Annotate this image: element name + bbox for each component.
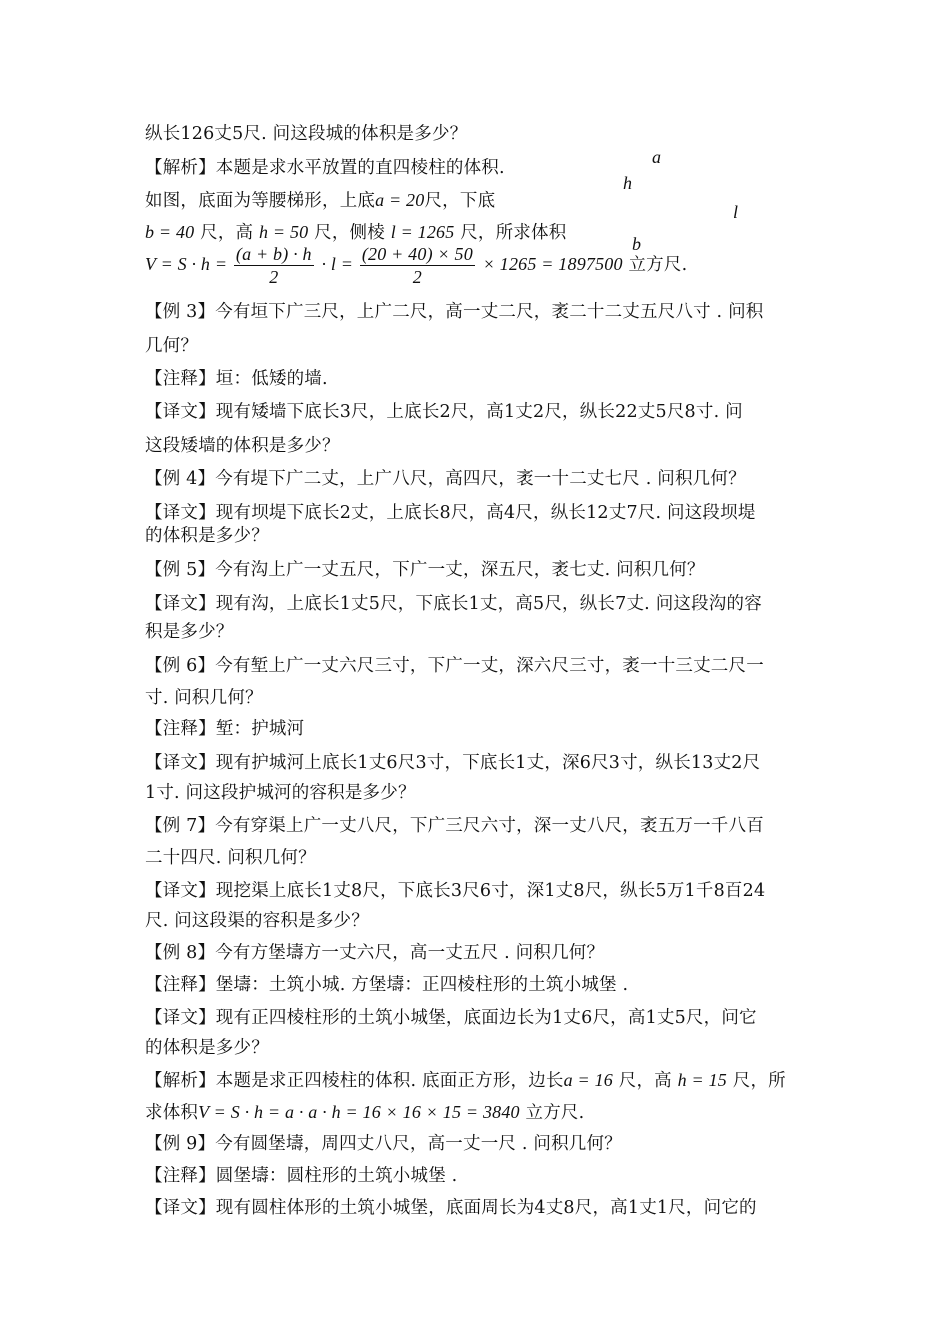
- text-line: 【例 4】今有堤下广二丈，上广八尺，高四尺，袤一十二丈七尺 . 问积几何？: [145, 469, 746, 489]
- figure-label-b: b: [632, 234, 641, 254]
- fraction: $\frac{(a + b) \cdot h}{2}$: [235, 244, 312, 287]
- text-line: 【例 8】今有方堡壔方一丈六尺，高一丈五尺 . 问积几何？: [145, 943, 605, 963]
- text-line: 【注释】圆堡壔：圆柱形的土筑小城堡 .: [145, 1166, 458, 1186]
- figure-label-a: a: [652, 147, 661, 167]
- text-line: 【译文】现有坝堤下底长2丈，上底长8尺，高4尺，纵长12丈7尺. 问这段坝堤: [145, 503, 756, 523]
- text-line: 【注释】堑：护城河: [145, 719, 305, 739]
- text-line: 【译文】现挖渠上底长1丈8尺，下底长3尺6寸，深1丈8尺，纵长5万1千8百24: [145, 881, 766, 901]
- text-line: 几何？: [145, 336, 199, 356]
- text-line: 寸. 问积几何？: [145, 688, 263, 708]
- text-line: 纵长126丈5尺. 问这段城的体积是多少？: [145, 124, 468, 144]
- text-line: 这段矮墙的体积是多少？: [145, 436, 340, 456]
- text-line: b = 40 尺，高 h = 50 尺，侧棱 l = 1265 尺，所求体积: [145, 222, 567, 243]
- figure-label-h: h: [623, 173, 632, 193]
- text-line: 【例 3】今有垣下广三尺，上广二尺，高一丈二尺，袤二十二丈五尺八寸 . 问积: [145, 302, 764, 322]
- fraction: $\frac{(20 + 40) \times 50}{2}$: [361, 244, 473, 287]
- text-line: 【译文】现有沟，上底长1丈5尺，下底长1丈，高5尺，纵长7丈. 问这段沟的容: [145, 594, 762, 614]
- text-line: 1寸. 问这段护城河的容积是多少？: [145, 783, 416, 803]
- text-line: 二十四尺. 问积几何？: [145, 848, 316, 868]
- text-line: 尺. 问这段渠的容积是多少？: [145, 911, 369, 931]
- text-line: 【译文】现有圆柱体形的土筑小城堡，底面周长为4丈8尺，高1丈1尺，问它的: [145, 1198, 757, 1218]
- text-line: 【例 6】今有堑上广一丈六尺三寸，下广一丈，深六尺三寸，袤一十三丈二尺一: [145, 656, 764, 676]
- text-line: 积是多少？: [145, 622, 234, 642]
- text-line: 的体积是多少？: [145, 526, 269, 546]
- text-line: 【译文】现有正四棱柱形的土筑小城堡，底面边长为1丈6尺，高1丈5尺，问它: [145, 1008, 757, 1028]
- text-line: 【例 5】今有沟上广一丈五尺，下广一丈，深五尺，袤七丈. 问积几何？: [145, 560, 705, 580]
- text-line: 【例 9】今有圆堡壔，周四丈八尺，高一丈一尺 . 问积几何？: [145, 1134, 622, 1154]
- text-line: 【解析】本题是求水平放置的直四棱柱的体积.: [145, 158, 505, 178]
- text-line: 【注释】垣：低矮的墙.: [145, 369, 328, 389]
- text-line: 的体积是多少？: [145, 1038, 269, 1058]
- text-line: 如图，底面为等腰梯形，上底a = 20尺，下底: [145, 190, 496, 211]
- text-line: 【译文】现有矮墙下底长3尺，上底长2尺，高1丈2尺，纵长22丈5尺8寸. 问: [145, 402, 743, 422]
- text-line: 求体积V = S · h = a · a · h = 16 × 16 × 15 = 3840 立方尺.: [145, 1102, 585, 1123]
- volume-formula: V = S · h = $\frac{(a + b) \cdot h}{2}$ · l = $\frac{(20 + 40) \times 50}{2}$ × 1265 = 1897500 立方尺.: [145, 244, 688, 287]
- text-line: 【译文】现有护城河上底长1丈6尺3寸，下底长1丈，深6尺3寸，纵长13丈2尺: [145, 753, 761, 773]
- text-line: 【注释】堡壔：土筑小城. 方堡壔：正四棱柱形的土筑小城堡 .: [145, 975, 629, 995]
- text-line: 【例 7】今有穿渠上广一丈八尺，下广三尺六寸，深一丈八尺，袤五万一千八百: [145, 816, 764, 836]
- figure-label-l: l: [733, 202, 739, 222]
- text-line: 【解析】本题是求正四棱柱的体积. 底面正方形，边长a = 16 尺，高 h = 15 尺，所: [145, 1070, 786, 1091]
